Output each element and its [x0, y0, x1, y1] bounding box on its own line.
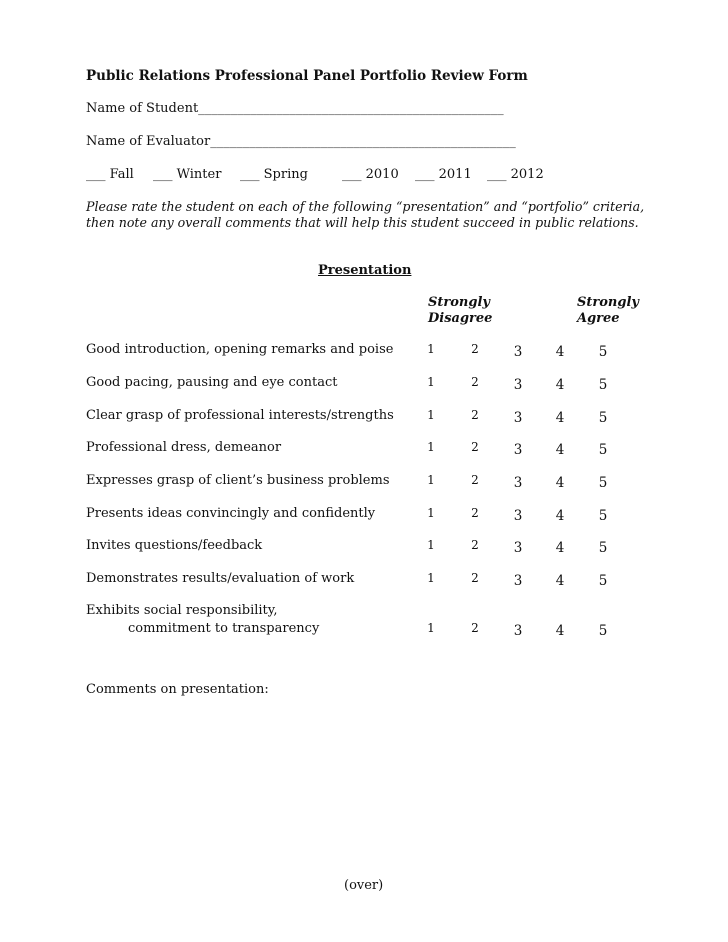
criterion-label: Good introduction, opening remarks and poise: [86, 342, 394, 357]
rating-option-1[interactable]: 1: [427, 408, 435, 422]
rating-option-5[interactable]: 5: [598, 475, 608, 491]
rating-option-2[interactable]: 2: [471, 538, 479, 552]
evaluator-name-row: [86, 134, 516, 149]
rating-option-5[interactable]: 5: [598, 442, 608, 458]
term-winter: [153, 167, 221, 182]
rating-option-1[interactable]: 1: [427, 473, 435, 487]
year-2010-label: 2010: [365, 167, 399, 182]
page-footer-over: (over): [344, 878, 384, 893]
rating-option-1[interactable]: 1: [427, 440, 435, 454]
term-winter-blank[interactable]: ___: [153, 167, 173, 182]
comments-area[interactable]: [86, 702, 636, 862]
criterion-label: Professional dress, demeanor: [86, 440, 282, 455]
term-fall-blank[interactable]: ___: [86, 167, 106, 182]
rating-option-3[interactable]: 3: [513, 377, 523, 393]
term-fall: [86, 167, 134, 182]
rating-option-4[interactable]: 4: [555, 573, 565, 589]
criterion-label: Demonstrates results/evaluation of work: [86, 571, 355, 586]
rating-option-4[interactable]: 4: [555, 508, 565, 524]
criterion-label: Presents ideas convincingly and confidently: [86, 506, 376, 521]
rating-option-4[interactable]: 4: [555, 540, 565, 556]
rating-option-2[interactable]: 2: [471, 473, 479, 487]
rating-option-4[interactable]: 4: [555, 475, 565, 491]
scale-low-line-2: Disagree: [428, 311, 493, 326]
scale-high-line-1: Strongly: [577, 295, 639, 310]
instructions-line-2: then note any overall comments that will help this student succeed in public relations.: [86, 215, 639, 230]
rating-option-3[interactable]: 3: [513, 344, 523, 360]
scale-low-line-1: Strongly: [428, 295, 490, 310]
term-winter-label: Winter: [176, 167, 222, 182]
criterion-label: Invites questions/feedback: [86, 538, 263, 553]
rating-option-5[interactable]: 5: [598, 377, 608, 393]
student-name-field[interactable]: _______________________________________________: [198, 101, 504, 116]
term-spring: [240, 167, 308, 182]
rating-option-5[interactable]: 5: [598, 540, 608, 556]
year-2011-blank[interactable]: ___: [415, 167, 435, 182]
year-2012: [487, 167, 544, 182]
criterion-label: Exhibits social responsibility,: [86, 603, 278, 618]
year-2010: [342, 167, 399, 182]
rating-option-2[interactable]: 2: [471, 342, 479, 356]
rating-option-2[interactable]: 2: [471, 440, 479, 454]
student-name-label: Name of Student: [86, 101, 199, 116]
rating-option-1[interactable]: 1: [427, 621, 435, 635]
rating-option-3[interactable]: 3: [513, 623, 523, 639]
rating-option-3[interactable]: 3: [513, 442, 523, 458]
rating-option-5[interactable]: 5: [598, 344, 608, 360]
year-2012-label: 2012: [510, 167, 544, 182]
rating-option-5[interactable]: 5: [598, 623, 608, 639]
rating-option-5[interactable]: 5: [598, 410, 608, 426]
rating-option-4[interactable]: 4: [555, 344, 565, 360]
criterion-label-continued: commitment to transparency: [128, 621, 320, 636]
comments-label: Comments on presentation:: [86, 682, 269, 697]
year-2010-blank[interactable]: ___: [342, 167, 362, 182]
rating-option-2[interactable]: 2: [471, 506, 479, 520]
year-2012-blank[interactable]: ___: [487, 167, 507, 182]
term-spring-label: Spring: [263, 167, 308, 182]
year-2011: [415, 167, 472, 182]
rating-option-1[interactable]: 1: [427, 375, 435, 389]
criterion-label: Good pacing, pausing and eye contact: [86, 375, 338, 390]
rating-option-5[interactable]: 5: [598, 573, 608, 589]
criterion-label: Expresses grasp of client’s business problems: [86, 473, 390, 488]
rating-option-4[interactable]: 4: [555, 442, 565, 458]
rating-option-5[interactable]: 5: [598, 508, 608, 524]
section-heading-presentation: Presentation: [318, 263, 412, 278]
rating-option-3[interactable]: 3: [513, 508, 523, 524]
rating-option-1[interactable]: 1: [427, 538, 435, 552]
scale-high-line-2: Agree: [577, 311, 620, 326]
rating-option-4[interactable]: 4: [555, 623, 565, 639]
evaluator-name-field[interactable]: _______________________________________________: [210, 134, 516, 149]
rating-option-4[interactable]: 4: [555, 410, 565, 426]
rating-option-3[interactable]: 3: [513, 410, 523, 426]
rating-option-2[interactable]: 2: [471, 621, 479, 635]
rating-option-1[interactable]: 1: [427, 342, 435, 356]
rating-option-3[interactable]: 3: [513, 540, 523, 556]
year-2011-label: 2011: [438, 167, 472, 182]
rating-option-3[interactable]: 3: [513, 573, 523, 589]
student-name-row: [86, 101, 504, 116]
evaluator-name-label: Name of Evaluator: [86, 134, 211, 149]
rating-option-1[interactable]: 1: [427, 571, 435, 585]
rating-option-1[interactable]: 1: [427, 506, 435, 520]
rating-option-4[interactable]: 4: [555, 377, 565, 393]
form-title: Public Relations Professional Panel Portfolio Review Form: [86, 68, 528, 84]
rating-option-2[interactable]: 2: [471, 571, 479, 585]
rating-option-2[interactable]: 2: [471, 408, 479, 422]
criterion-label: Clear grasp of professional interests/strengths: [86, 408, 394, 423]
term-fall-label: Fall: [109, 167, 134, 182]
rating-option-3[interactable]: 3: [513, 475, 523, 491]
term-spring-blank[interactable]: ___: [240, 167, 260, 182]
rating-option-2[interactable]: 2: [471, 375, 479, 389]
instructions-line-1: Please rate the student on each of the following “presentation” and “portfolio” criteria,: [86, 199, 645, 214]
